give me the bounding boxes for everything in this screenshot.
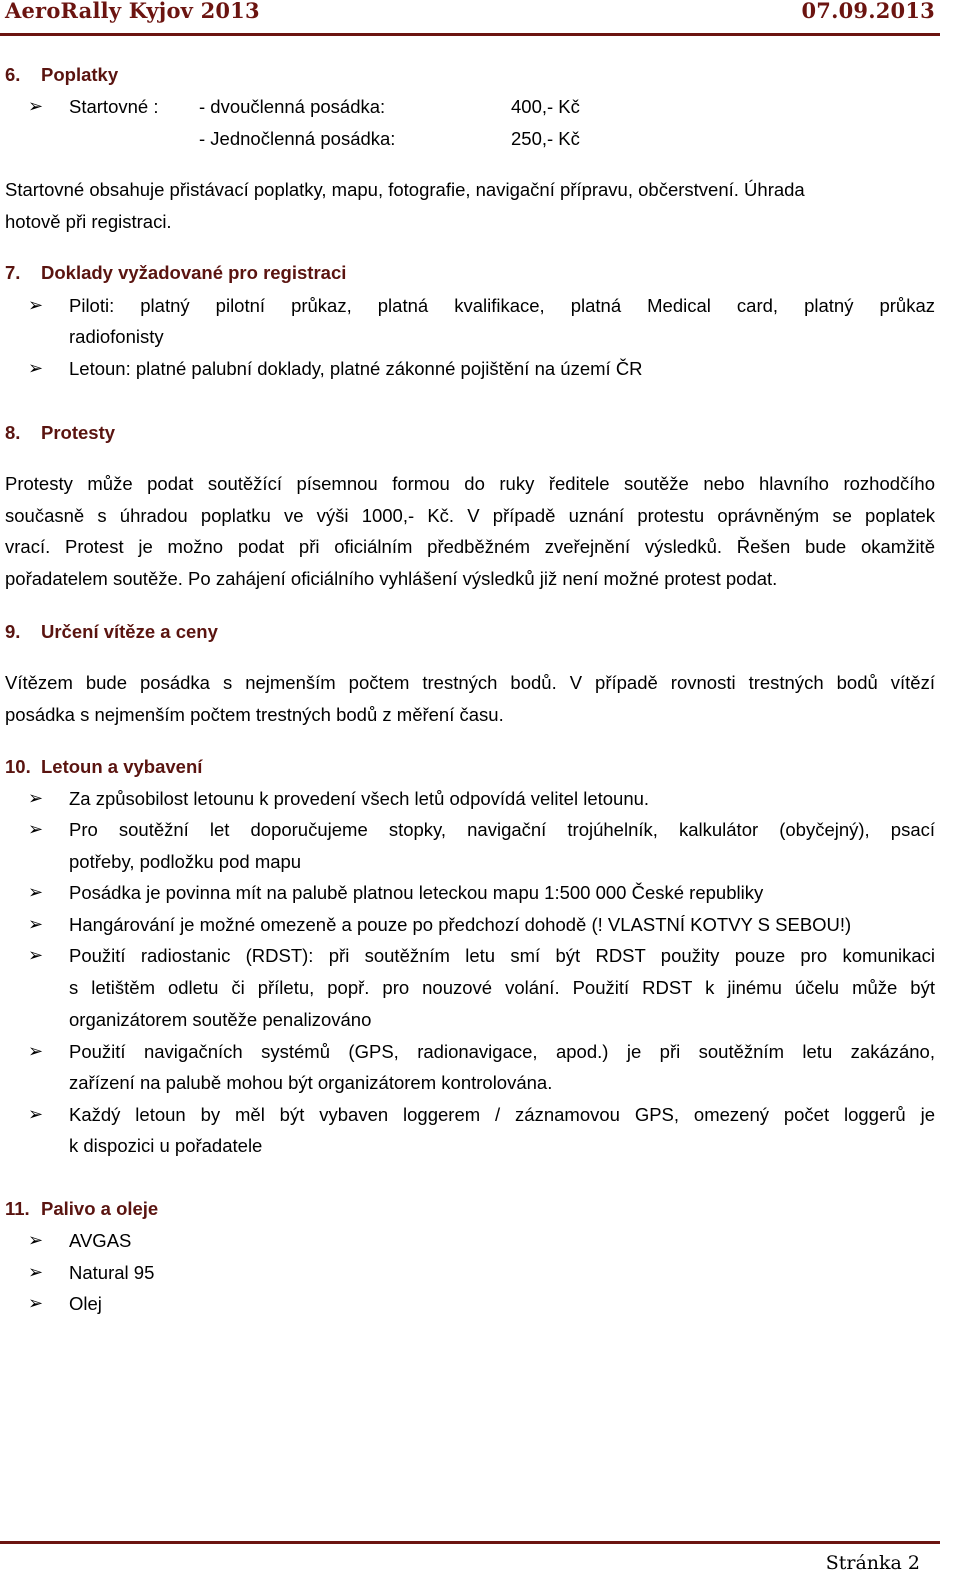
arrow-bullet-icon: ➢ [28, 882, 44, 902]
fee-desc: - dvoučlenná posádka: [199, 96, 386, 117]
fee-price: 250,- Kč [511, 128, 580, 149]
bullet-text: Hangárování je možné omezeně a pouze po předchozí dohodě (! VLASTNÍ KOTVY S SEBOU!) [69, 914, 852, 935]
paragraph-line: posádka s nejmenším počtem trestných bodů z měření času. [5, 703, 504, 725]
bullet-text: AVGAS [69, 1230, 132, 1251]
fee-label: Startovné : [69, 96, 159, 117]
bullet-text: potřeby, podložku pod mapu [69, 851, 302, 872]
bullet-text: Každý letoun by měl být vybaven loggerem / záznamovou GPS, omezený počet loggerů je [69, 1104, 935, 1125]
arrow-bullet-icon: ➢ [28, 1230, 44, 1250]
paragraph-line: vrací. Protest je možno podat při oficiálním předběžném zveřejnění výsledků. Řešen bude okamžitě [5, 536, 935, 557]
bullet-text: Natural 95 [69, 1262, 155, 1283]
section-number: 7. [5, 262, 21, 283]
bullet-text: zařízení na palubě mohou být organizátorem kontrolována. [69, 1072, 553, 1093]
section-6-heading [5, 59, 935, 91]
bullet-text: Posádka je povinna mít na palubě platnou leteckou mapu 1:500 000 České republiky [69, 882, 764, 903]
arrow-bullet-icon: ➢ [28, 914, 44, 934]
arrow-bullet-icon: ➢ [28, 295, 44, 315]
paragraph-line: Vítězem bude posádka s nejmenším počtem trestných bodů. V případě rovnosti trestných bodů vítězí [5, 672, 935, 693]
paragraph-line: pořadatelem soutěže. Po zahájení oficiálního vyhlášení výsledků již není možné protest podat. [5, 567, 778, 589]
header-rule [0, 33, 940, 36]
page-number: Stránka 2 [825, 1552, 920, 1574]
paragraph-line: Startovné obsahuje přistávací poplatky, mapu, fotografie, navigační přípravu, občerstvení. Úhrada [5, 179, 805, 200]
bullet-text: Olej [69, 1293, 102, 1314]
fee-desc: - Jednočlenná posádka: [199, 128, 396, 149]
section-number: 10. [5, 756, 31, 777]
section-title: Palivo a oleje [41, 1198, 159, 1219]
section-number: 11. [5, 1198, 30, 1219]
bullet-text: Použití radiostanic (RDST): při soutěžním letu smí být RDST použity pouze pro komunikaci [69, 945, 935, 966]
bullet-text: radiofonisty [69, 326, 164, 347]
arrow-bullet-icon: ➢ [28, 1293, 44, 1313]
bullet-text: k dispozici u pořadatele [69, 1135, 263, 1156]
section-8-heading [5, 417, 935, 449]
header-date: 07.09.2013 [801, 0, 935, 23]
bullet-text: s letištěm odletu či příletu, popř. pro nouzové volání. Použití RDST k jinému účelu může být [69, 977, 935, 998]
arrow-bullet-icon: ➢ [28, 819, 44, 839]
bullet-text: Letoun: platné palubní doklady, platné zákonné pojištění na území ČR [69, 358, 643, 379]
section-title: Letoun a vybavení [41, 756, 203, 777]
arrow-bullet-icon: ➢ [28, 788, 44, 808]
arrow-bullet-icon: ➢ [28, 1041, 44, 1061]
header-title: AeroRally Kyjov 2013 [5, 0, 260, 23]
page-header [0, 0, 940, 40]
arrow-bullet-icon: ➢ [28, 945, 44, 965]
arrow-bullet-icon: ➢ [28, 358, 44, 378]
section-number: 8. [5, 422, 21, 443]
section-title: Určení vítěze a ceny [41, 621, 218, 642]
paragraph-line: současně s úhradou poplatku ve výši 1000,- Kč. V případě uznání protestu oprávněným se poplatek [5, 504, 935, 526]
bullet-text: Použití navigačních systémů (GPS, radionavigace, apod.) je při soutěžním letu zakázáno, [69, 1041, 935, 1062]
bullet-text: organizátorem soutěže penalizováno [69, 1009, 372, 1030]
arrow-bullet-icon: ➢ [28, 1104, 44, 1124]
section-title: Protesty [41, 422, 116, 443]
fee-price: 400,- Kč [511, 96, 580, 117]
paragraph-line: Protesty může podat soutěžící písemnou formou do ruky ředitele soutěže nebo hlavního rozhodčího [5, 473, 935, 494]
section-number: 6. [5, 64, 21, 85]
section-title: Poplatky [41, 64, 119, 85]
footer-rule [0, 1541, 940, 1544]
bullet-text: Za způsobilost letounu k provedení všech letů odpovídá velitel letounu. [69, 788, 650, 809]
arrow-bullet-icon: ➢ [28, 1262, 44, 1282]
bullet-text: Piloti: platný pilotní průkaz, platná kvalifikace, platná Medical card, platný průkaz [69, 295, 935, 316]
page-footer [0, 1538, 940, 1594]
winner-paragraph [5, 667, 935, 730]
paragraph-line: hotově při registraci. [5, 210, 172, 232]
section-title: Doklady vyžadované pro registraci [41, 262, 347, 283]
arrow-bullet-icon: ➢ [28, 96, 44, 116]
section-10-heading [5, 751, 935, 783]
section-7-heading [5, 257, 935, 289]
section-9-heading [5, 616, 935, 648]
bullet-text: Pro soutěžní let doporučujeme stopky, navigační trojúhelník, kalkulátor (obyčejný), psací [69, 819, 935, 840]
section-number: 9. [5, 621, 21, 642]
fee-paragraph [5, 174, 935, 237]
protest-paragraph [5, 468, 935, 594]
section-11-heading [5, 1193, 935, 1225]
